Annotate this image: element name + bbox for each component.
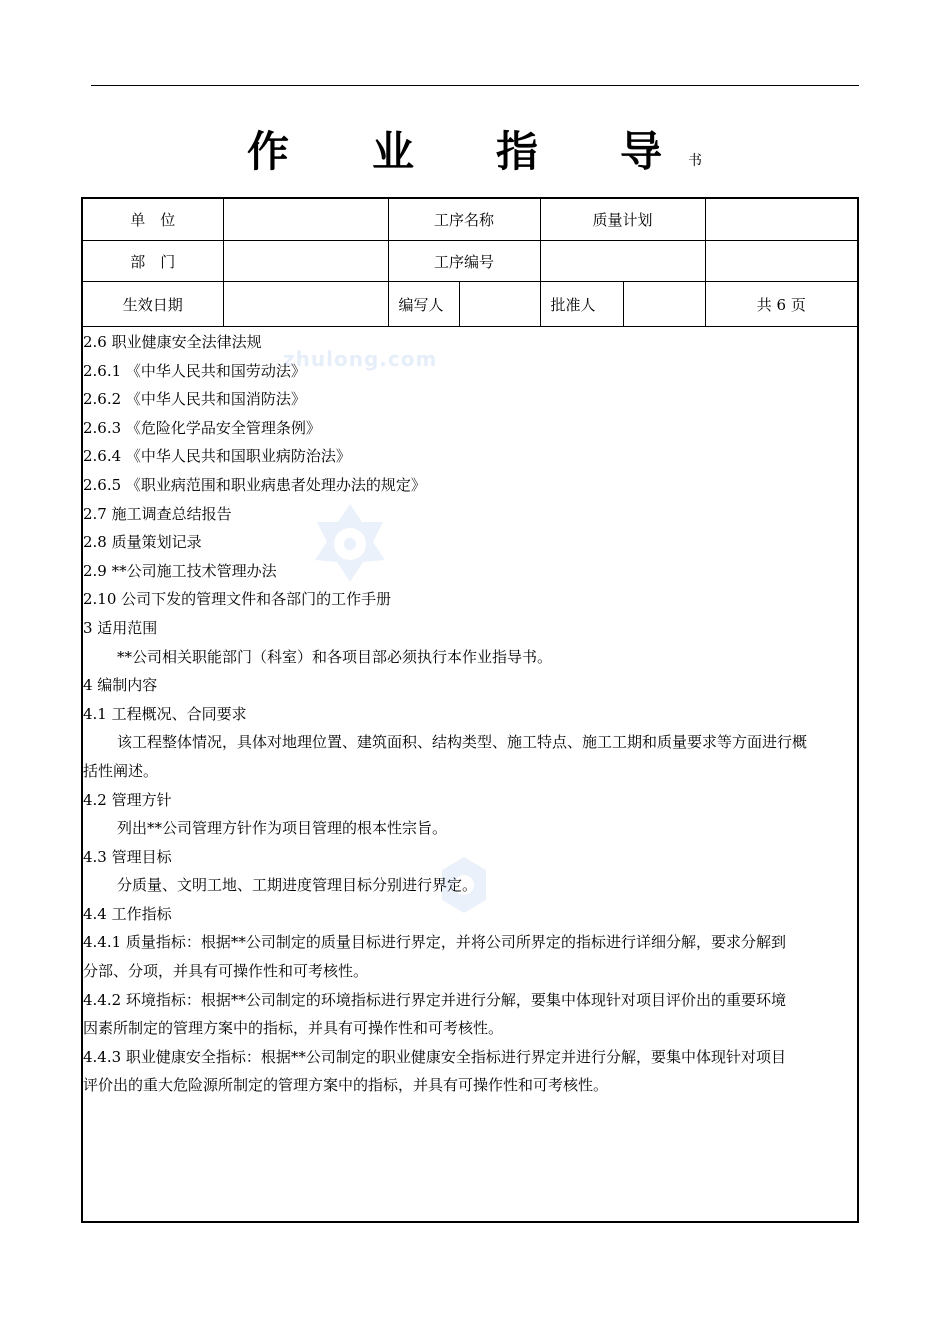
content-line: 2.9 **公司施工技术管理办法 [83,561,277,580]
approver-value [623,282,705,327]
document-frame [81,197,859,1223]
content-line: 2.8 质量策划记录 [83,533,202,552]
unit-label: 单 位 [83,199,223,241]
row2-extra-cell [705,241,857,282]
approver-label: 批准人 [540,282,623,327]
content-line: 2.6.2 《中华人民共和国消防法》 [83,390,306,409]
process-name-value: 质量计划 [540,199,705,241]
top-rule [91,85,859,86]
content-line: 分质量、文明工地、工期进度管理目标分别进行界定。 [117,876,478,895]
content-line: 4.3 管理目标 [83,847,172,866]
content-line: 4.4 工作指标 [83,904,172,923]
department-label: 部 门 [83,241,223,282]
department-value [223,241,388,282]
process-number-label: 工序编号 [388,241,540,282]
content-line: 因素所制定的管理方案中的指标，并具有可操作性和可考核性。 [83,1019,504,1038]
content-line: **公司相关职能部门（科室）和各项目部必须执行本作业指导书。 [117,647,553,666]
content-line: 2.6.3 《危险化学品安全管理条例》 [83,418,321,437]
content-line: 括性阐述。 [83,761,159,780]
title-small-char: 书 [688,153,702,169]
writer-label: 编写人 [388,282,459,327]
unit-value [223,199,388,241]
content-line: 3 适用范围 [83,618,158,637]
content-line: 4.1 工程概况、合同要求 [83,704,247,723]
title-char: 作 [247,127,290,176]
effective-date-label: 生效日期 [83,282,223,327]
content-line: 2.7 施工调查总结报告 [83,504,232,523]
content-line: 分部、分项，并具有可操作性和可考核性。 [83,962,369,981]
header-table [83,199,857,327]
content-line: 2.6.5 《职业病范围和职业病患者处理办法的规定》 [83,475,426,494]
document-body [83,328,855,1100]
content-line: 2.6 职业健康安全法律法规 [83,333,262,351]
content-line: 评价出的重大危险源所制定的管理方案中的指标，并具有可操作性和可考核性。 [83,1076,609,1095]
content-line: 4.2 管理方针 [83,790,172,809]
content-line: 2.6.1 《中华人民共和国劳动法》 [83,361,306,380]
content-line: 2.6.4 《中华人民共和国职业病防治法》 [83,447,351,466]
content-line: 2.10 公司下发的管理文件和各部门的工作手册 [83,590,392,609]
writer-value [459,282,540,327]
watermark-text: zhulong.com [283,347,438,371]
page-count: 共 6 页 [705,282,857,327]
effective-date-value [223,282,388,327]
process-name-label: 工序名称 [388,199,540,241]
content-line: 列出**公司管理方针作为项目管理的根本性宗旨。 [117,819,448,838]
process-number-value [540,241,705,282]
title-char: 指 [496,127,539,176]
document-title [0,122,950,182]
content-line: 4.4.1 质量指标：根据**公司制定的质量目标进行界定，并将公司所界定的指标进行详细分解，要求分解到 [83,933,786,952]
content-line: 4.4.2 环境指标：根据**公司制定的环境指标进行界定并进行分解，要集中体现针对项目评价出的重要环境 [83,990,786,1009]
row1-extra-cell [705,199,857,241]
content-line: 4.4.3 职业健康安全指标：根据**公司制定的职业健康安全指标进行界定并进行分解，要集中体现针对项目 [83,1047,786,1066]
content-line: 该工程整体情况，具体对地理位置、建筑面积、结构类型、施工特点、施工工期和质量要求等方面进行概 [117,733,808,752]
title-char: 导 [620,127,663,176]
content-line: 4 编制内容 [83,676,158,695]
title-char: 业 [372,127,415,176]
